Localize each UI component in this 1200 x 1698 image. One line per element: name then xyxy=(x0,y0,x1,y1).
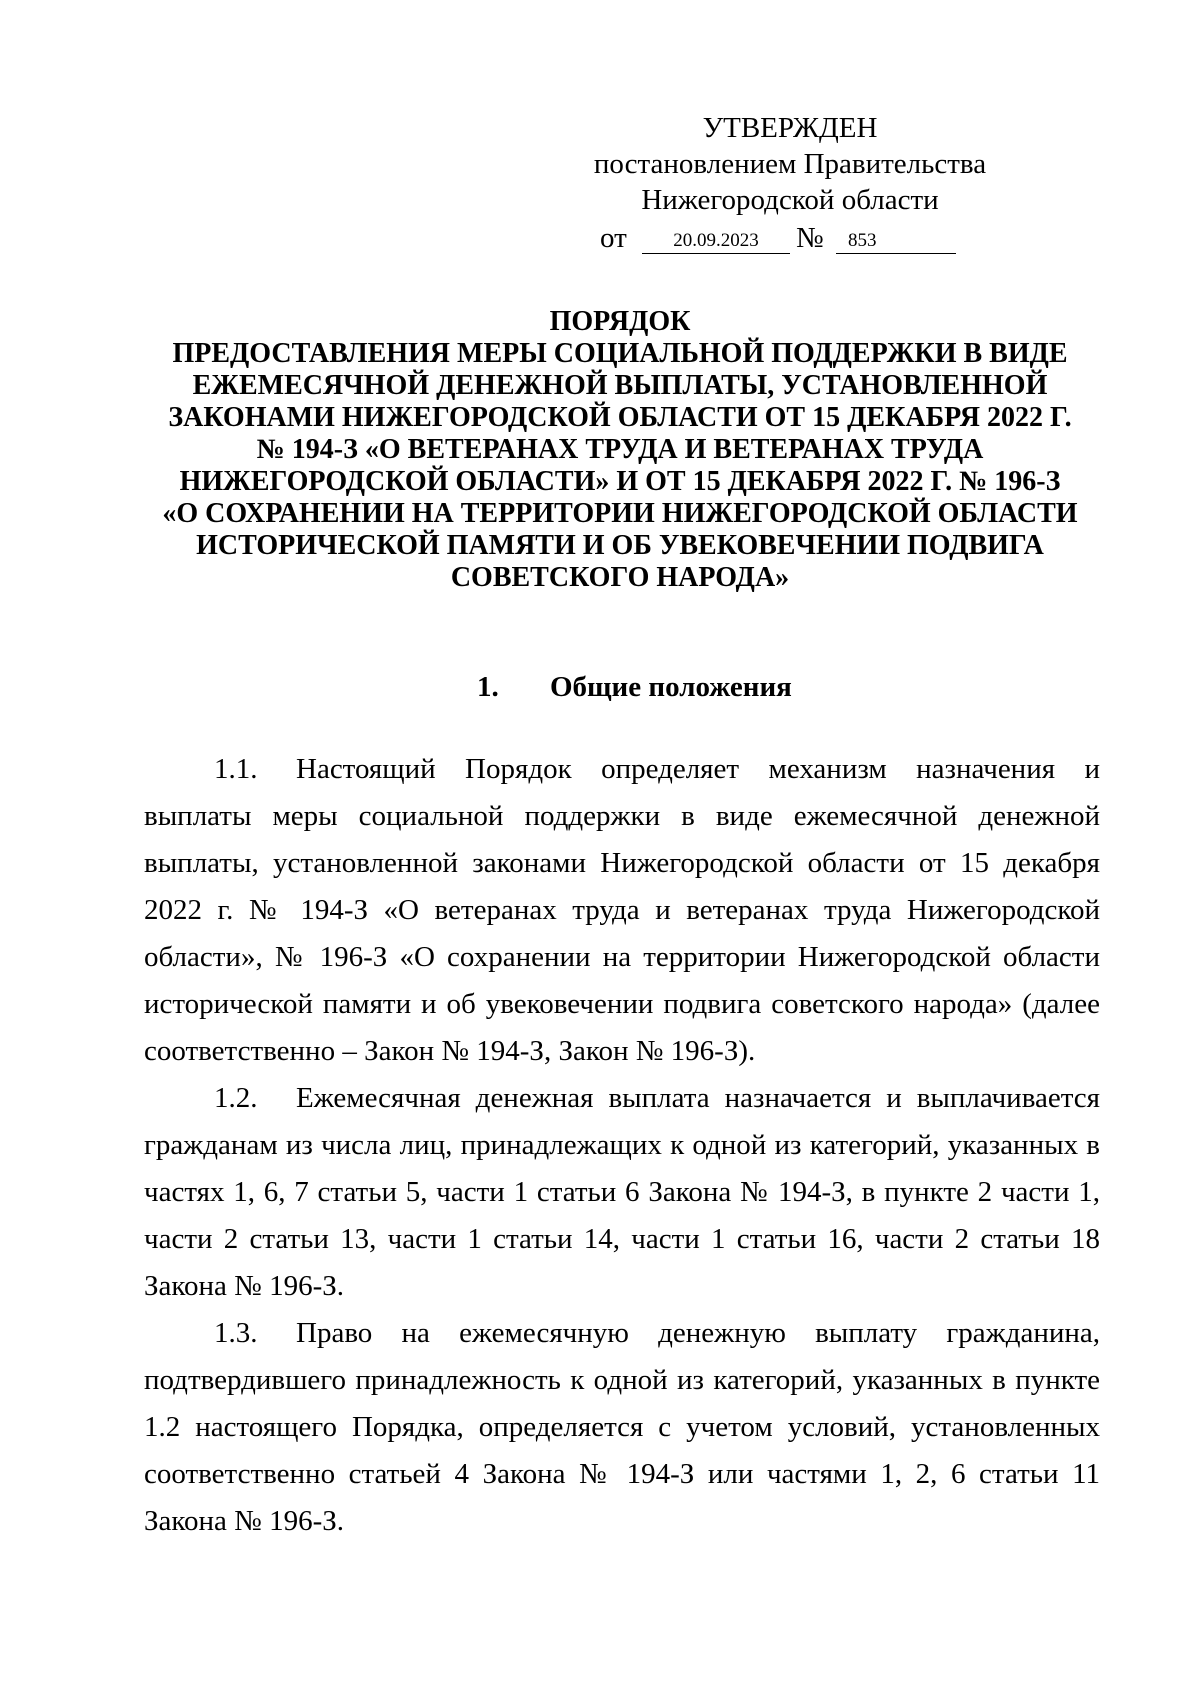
approval-block xyxy=(580,110,1000,258)
paragraph-text: Настоящий Порядок определяет механизм назначения и выплаты меры социальной поддержки в виде ежемесячной денежной выплаты, установленной законами Нижегородской области от 15 декабря 2022 г. № 194-З «О ветеранах труда и ветеранах труда Нижегородской области», № 196-З «О сохранении на территории Нижегородской области исторической памяти и об увековечении подвига советского народа» (далее соответственно – Закон № 194-З, Закон № 196-З). xyxy=(144,753,1100,1067)
title-line: ИСТОРИЧЕСКОЙ ПАМЯТИ И ОБ УВЕКОВЕЧЕНИИ ПОДВИГА xyxy=(196,530,1044,561)
title-line: ПРЕДОСТАВЛЕНИЯ МЕРЫ СОЦИАЛЬНОЙ ПОДДЕРЖКИ В ВИДЕ xyxy=(172,338,1068,369)
document-title xyxy=(140,306,1100,594)
approval-date-row xyxy=(600,218,1000,258)
section-number: 1. xyxy=(477,671,499,703)
approval-heading: УТВЕРЖДЕН xyxy=(702,112,878,144)
paragraph xyxy=(144,1075,1100,1310)
paragraph-text: Право на ежемесячную денежную выплату гражданина, подтвердившего принадлежность к одной из категорий, указанных в пункте 1.2 настоящего Порядка, определяется с учетом условий, установленных соответственно статьей 4 Закона № 194-З или частями 1, 2, 6 статьи 11 Закона № 196-З. xyxy=(144,1317,1100,1537)
paragraph xyxy=(144,1310,1100,1545)
document-body xyxy=(144,746,1100,1545)
approval-number: 853 xyxy=(836,230,956,254)
title-line: № 194-З «О ВЕТЕРАНАХ ТРУДА И ВЕТЕРАНАХ ТРУДА xyxy=(256,434,984,465)
title-line: НИЖЕГОРОДСКОЙ ОБЛАСТИ» И ОТ 15 ДЕКАБРЯ 2022 Г. № 196-З xyxy=(179,466,1061,497)
approval-issuer-line: постановлением Правительства xyxy=(593,148,987,180)
paragraph-text: Ежемесячная денежная выплата назначается и выплачивается гражданам из числа лиц, принадлежащих к одной из категорий, указанных в частях 1, 6, 7 статьи 5, части 1 статьи 6 Закона № 194-З, в пункте 2 части 1, части 2 статьи 13, части 1 статьи 14, части 1 статьи 16, части 2 статьи 18 Закона № 196-З. xyxy=(144,1082,1100,1302)
section-title: Общие положения xyxy=(550,671,792,703)
title-line: ЕЖЕМЕСЯЧНОЙ ДЕНЕЖНОЙ ВЫПЛАТЫ, УСТАНОВЛЕННОЙ xyxy=(192,370,1048,401)
paragraph-number: 1.1. xyxy=(214,753,258,785)
approval-date: 20.09.2023 xyxy=(642,230,790,254)
paragraph-number: 1.3. xyxy=(214,1317,258,1349)
approval-region-line: Нижегородской области xyxy=(641,184,939,216)
number-prefix: № xyxy=(796,222,824,254)
title-line: СОВЕТСКОГО НАРОДА» xyxy=(450,562,790,593)
date-prefix: от xyxy=(600,222,627,254)
paragraph xyxy=(144,746,1100,1075)
title-line: ПОРЯДОК xyxy=(549,306,691,337)
section-heading xyxy=(140,670,1100,704)
title-line: ЗАКОНАМИ НИЖЕГОРОДСКОЙ ОБЛАСТИ ОТ 15 ДЕКАБРЯ 2022 Г. xyxy=(168,402,1072,433)
paragraph-number: 1.2. xyxy=(214,1082,258,1114)
title-line: «О СОХРАНЕНИИ НА ТЕРРИТОРИИ НИЖЕГОРОДСКОЙ ОБЛАСТИ xyxy=(162,498,1078,529)
